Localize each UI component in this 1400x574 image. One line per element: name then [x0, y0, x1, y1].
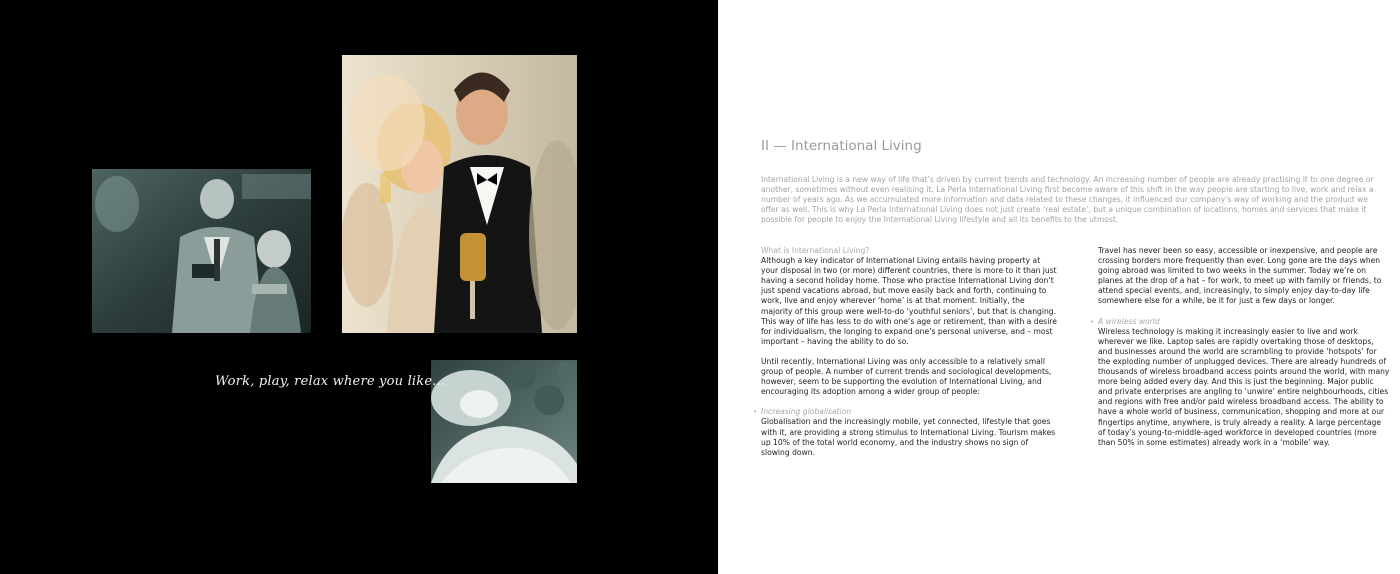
globalisation-body: Globalisation and the increasingly mobile, yet connected, lifestyle that goes with it, are providing a strong stimulus to International Living. Tourism makes up 10% of the total world economy, and the industry shows no sign of slowing down.	[761, 417, 1056, 457]
wireless-bullet	[1090, 316, 1390, 448]
what-is-body: Although a key indicator of International Living entails having property at your disposal in two (or more) different countries, there is more to it than just having a second holiday home. Those who practise International Living don’t just spend vacations abroad, but move easily back and forth, continuing to work, live and enjoy wherever ‘home’ is at that moment. Initially, the majority of this group were well-to-do ‘youthful seniors’, but that is changing. This way of life has less to do with one’s age or retirement, than with a desire for individualism, the longing to expand one’s personal universe, and – most important – having the ability to do so.	[761, 256, 1057, 346]
globalisation-bullet	[753, 407, 1058, 457]
left-column	[753, 246, 1058, 458]
globalisation-heading: Increasing globalisation	[761, 407, 852, 417]
right-page	[718, 0, 1400, 574]
bullet-dot-icon: •	[753, 408, 758, 417]
section-title: II — International Living	[761, 138, 922, 154]
travel-paragraph: Travel has never been so easy, accessible or inexpensive, and people are crossing borders more frequently than ever. Long gone are the days when going abroad was limited to two weeks in the summer. Today we’re on planes at the drop of a hat – for work, to meet up with family or friends, to attend special events, and, increasingly, to simply enjoy day-to-day life somewhere else for a while, be it for just a few days or longer.	[1098, 246, 1382, 306]
father-son-plane-photo	[92, 169, 311, 333]
recently-paragraph: Until recently, International Living was only accessible to a relatively small group of people. A number of current trends and sociological developments, however, seem to be supporting the evolution of International Living, and encouraging its adoption among a wider group of people:	[761, 356, 1052, 397]
tagline: Work, play, relax where you like...	[215, 374, 446, 389]
wireless-heading: A wireless world	[1098, 316, 1160, 326]
wireless-body: Wireless technology is making it increasingly easier to live and work wherever we like. Laptop sales are rapidly overtaking those of desktops, and businesses around the world are scrambling to provide ‘hotspots’ for the exploding number of unplugged devices. There are already hundreds of thousands of wireless broadband access points around the world, with many more being added every day. And this is just the beginning. Major public and private enterprises are angling to ‘unwire’ entire neighbourhoods, cities and regions with free and/or paid wireless broadband access. The ability to have a whole world of business, communication, shopping and more at our fingertips anytime, anywhere, is truly already a reality. A large percentage of today’s young-to-middle-aged workforce in developed countries (more than 50% in some estimates) already work in a ‘mobile’ way.	[1098, 326, 1390, 447]
party-couple-photo	[342, 55, 577, 333]
what-is-heading: What is International Living?	[761, 246, 870, 255]
intro-paragraph: International Living is a new way of life that’s driven by current trends and technology. An increasing number of people are already practising it to one degree or another, sometimes without even realising it. La Perla International Living first became aware of this shift in the way people are starting to live, work and relax a number of years ago. As we accumulated more information and data related to these changes, it influenced our company’s way of working and the product we offer as well. This is why La Perla International Living does not just create ‘real estate’, but a unique combination of locations, homes and services that make it possible for people to enjoy the International Living lifestyle and all its benefits to the utmost.	[761, 175, 1374, 225]
bullet-dot-icon: •	[1090, 317, 1095, 326]
right-column	[1090, 246, 1390, 448]
sleeping-woman-photo	[431, 360, 577, 483]
